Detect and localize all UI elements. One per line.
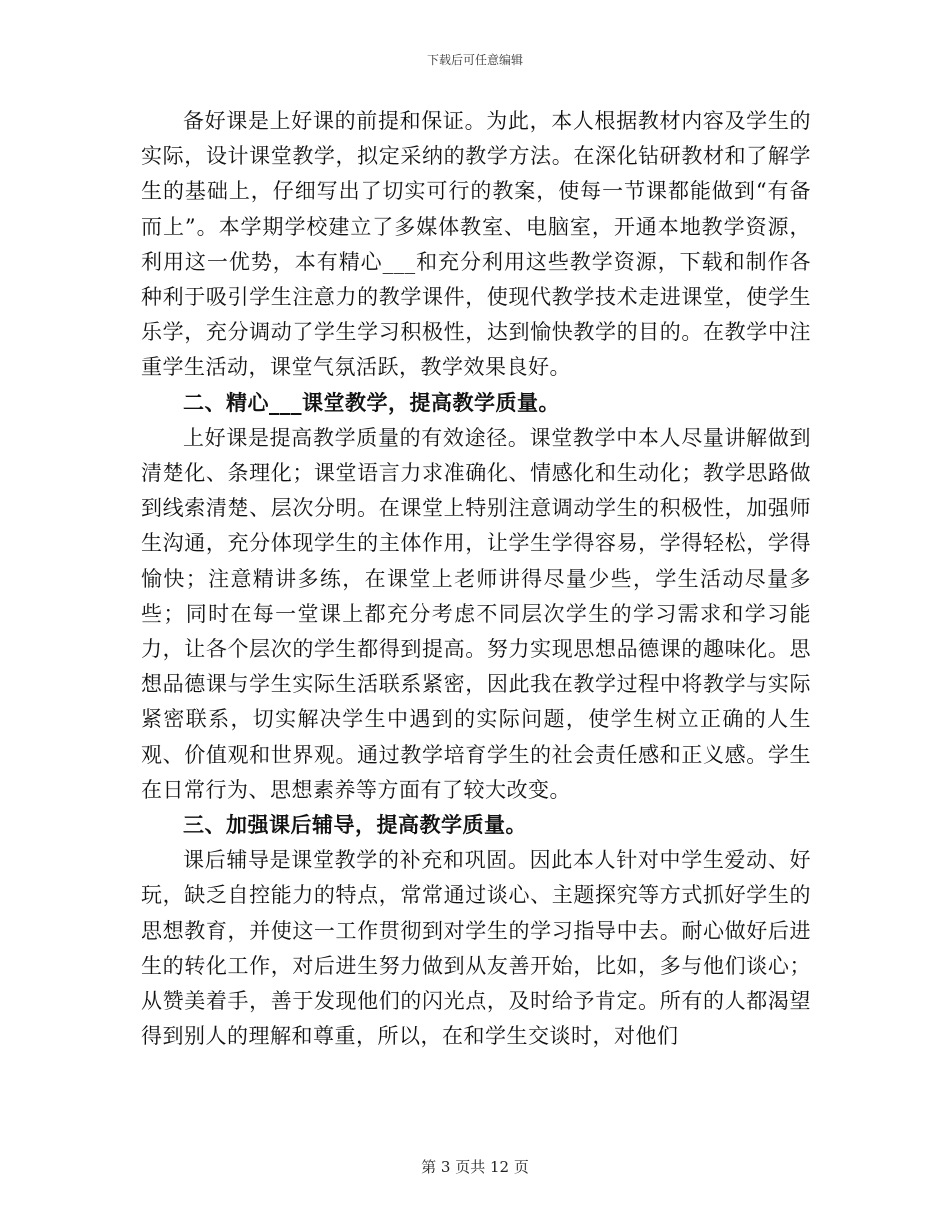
- section-heading-classroom-teaching: 二、精心___课堂教学，提高教学质量。: [183, 390, 560, 415]
- page-number: 第 3 页共 12 页: [421, 1158, 529, 1176]
- paragraph-classroom-teaching: 上好课是提高教学质量的有效途径。课堂教学中本人尽量讲解做到清楚化、条理化；课堂语言力求准确化、情感化和生动化；教学思路做到线索清楚、层次分明。在课堂上特别注意调动学生的积极性，加强师生沟通，充分体现学生的主体作用，让学生学得容易，学得轻松，学得愉快；注意精讲多练，在课堂上老师讲得尽量少些，学生活动尽量多些；同时在每一堂课上都充分考虑不同层次学生的学习需求和学习能力，让各个层次的学生都得到提高。努力实现思想品德课的趣味化。思想品德课与学生实际生活联系紧密，因此我在教学过程中将教学与实际紧密联系，切实解决学生中遇到的实际问题，使学生树立正确的人生观、价值观和世界观。通过教学培育学生的社会责任感和正义感。学生在日常行为、思想素养等方面有了较大改变。: [141, 425, 811, 802]
- paragraph-lesson-preparation: 备好课是上好课的前提和保证。为此，本人根据教材内容及学生的实际，设计课堂教学，拟定采纳的教学方法。在深化钻研教材和了解学生的基础上，仔细写出了切实可行的教案，使每一节课都能做到“有备而上”。本学期学校建立了多媒体教室、电脑室，开通本地教学资源，利用这一优势，本有精心___和充分利用这些教学资源，下载和制作各种利于吸引学生注意力的教学课件，使现代教学技术走进课堂，使学生乐学，充分调动了学生学习积极性，达到愉快教学的目的。在教学中注重学生活动，课堂气氛活跃，教学效果良好。: [141, 109, 811, 380]
- paragraph-after-class-tutoring: 课后辅导是课堂教学的补充和巩固。因此本人针对中学生爱动、好玩，缺乏自控能力的特点，常常通过谈心、主题探究等方式抓好学生的思想教育，并使这一工作贯彻到对学生的学习指导中去。耐心做好后进生的转化工作，对后进生努力做到从友善开始，比如，多与他们谈心；从赞美着手，善于发现他们的闪光点，及时给予肯定。所有的人都渴望得到别人的理解和尊重，所以，在和学生交谈时，对他们: [141, 848, 811, 1049]
- document-body: [141, 104, 811, 1054]
- section-heading-after-class-tutoring: 三、加强课后辅导，提高教学质量。: [183, 813, 527, 838]
- page-header: 下载后可任意编辑: [426, 53, 523, 67]
